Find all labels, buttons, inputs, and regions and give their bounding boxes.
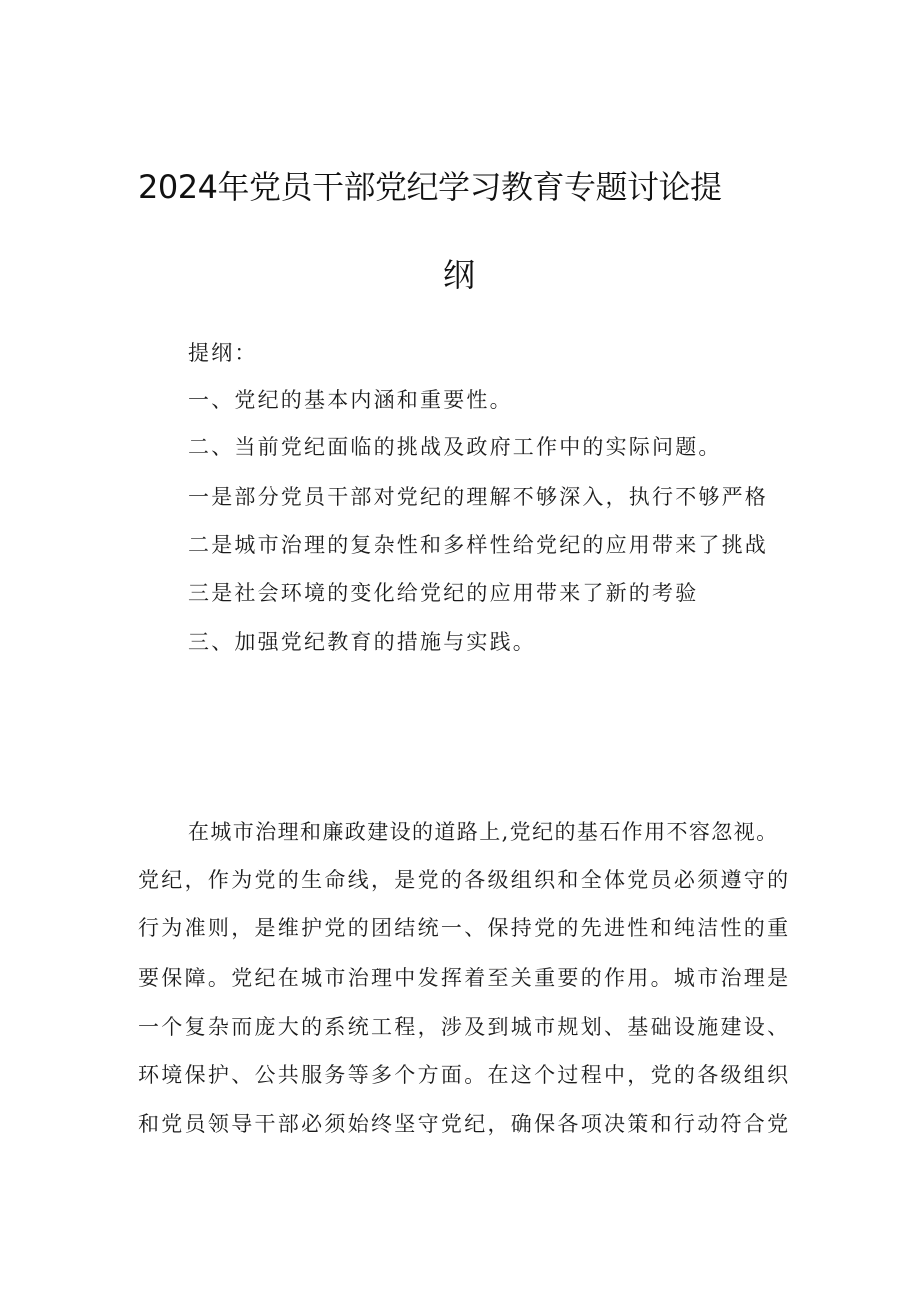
outline-heading: 提纲： (188, 341, 258, 365)
body-paragraph-line: 环境保护、公共服务等多个方面。在这个过程中，党的各级组织 (138, 1063, 791, 1087)
body-paragraph-line: 党纪，作为党的生命线，是党的各级组织和全体党员必须遵守的 (138, 868, 791, 892)
outline-subitem: 三是社会环境的变化给党纪的应用带来了新的考验 (188, 581, 699, 605)
outline-subitem: 一是部分党员干部对党纪的理解不够深入，执行不够严格 (188, 485, 768, 509)
outline-item: 三、加强党纪教育的措施与实践。 (188, 630, 536, 654)
outline-subitem: 二是城市治理的复杂性和多样性给党纪的应用带来了挑战 (188, 533, 768, 557)
body-paragraph-line: 和党员领导干部必须始终坚守党纪，确保各项决策和行动符合党 (138, 1112, 791, 1136)
body-paragraph-line: 行为准则，是维护党的团结统一、保持党的先进性和纯洁性的重 (138, 916, 791, 940)
outline-item: 二、当前党纪面临的挑战及政府工作中的实际问题。 (188, 435, 722, 459)
document-title-line-2: 纲 (443, 256, 475, 294)
body-paragraph-line: 在城市治理和廉政建设的道路上,党纪的基石作用不容忽视。 (188, 820, 779, 844)
document-title-line-1: 2024年党员干部党纪学习教育专题讨论提 (138, 168, 722, 206)
outline-item: 一、党纪的基本内涵和重要性。 (188, 388, 513, 412)
body-paragraph-line: 要保障。党纪在城市治理中发挥着至关重要的作用。城市治理是 (138, 966, 791, 990)
body-paragraph-line: 一个复杂而庞大的系统工程，涉及到城市规划、基础设施建设、 (138, 1015, 791, 1039)
